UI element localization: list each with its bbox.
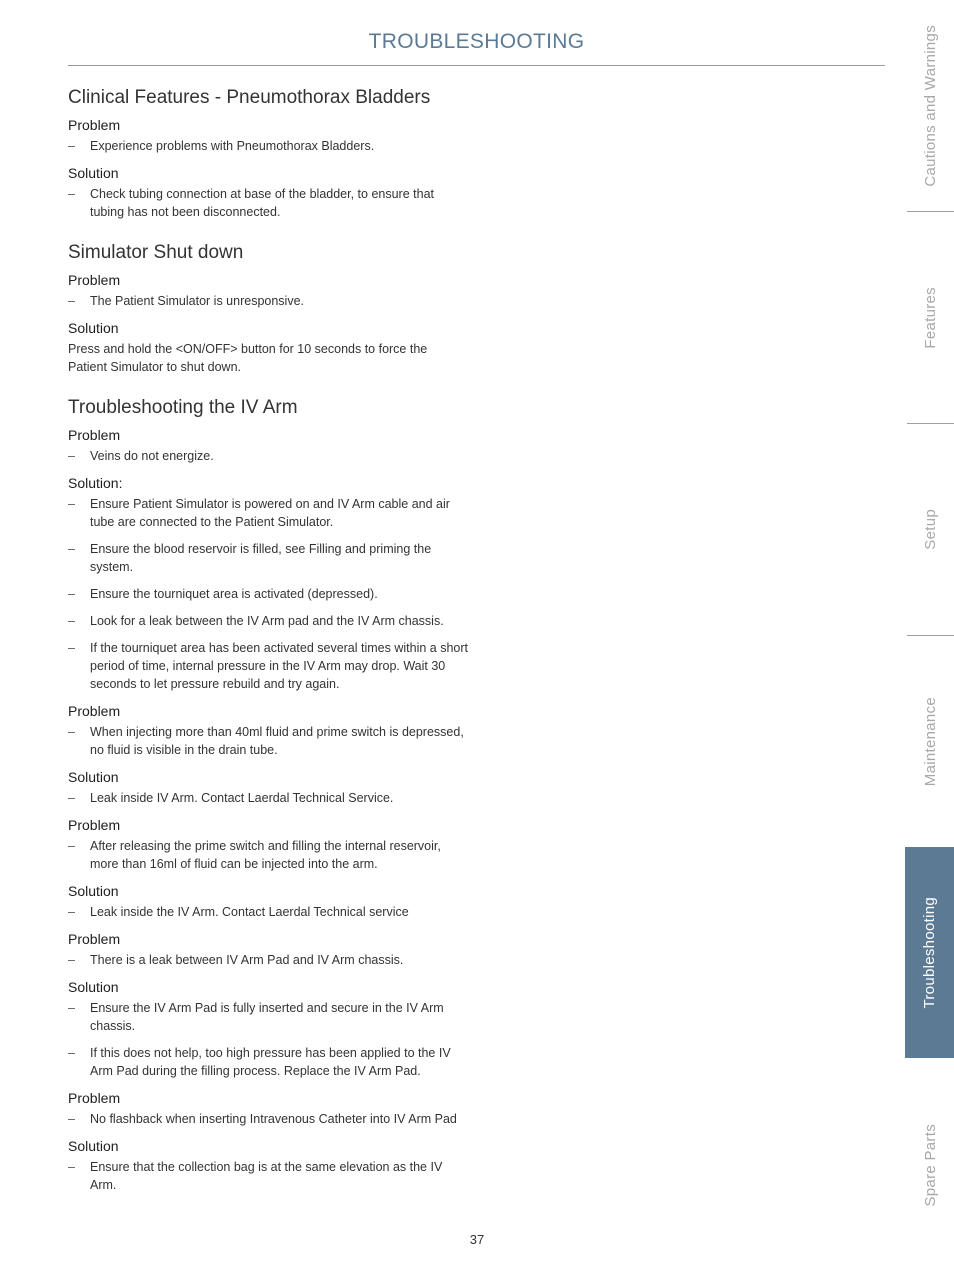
section-heading: Troubleshooting the IV Arm (68, 397, 298, 418)
dash-bullet-icon: – (68, 587, 75, 601)
side-tab-setup[interactable] (907, 424, 954, 635)
dash-bullet-icon: – (68, 905, 75, 919)
dash-bullet-icon: – (68, 839, 75, 853)
solution-paragraph: Press and hold the <ON/OFF> button for 10 seconds to force the Patient Simulator to shut down. (68, 342, 428, 374)
dash-bullet-icon: – (68, 725, 75, 739)
list-item: – Ensure that the collection bag is at the same elevation as the IV Arm. (68, 1160, 443, 1192)
problem-label: Problem (68, 117, 121, 133)
problem-label: Problem (68, 931, 121, 947)
dash-bullet-icon: – (68, 1160, 75, 1174)
list-item: – Veins do not energize. (68, 449, 214, 463)
section-simulator-shutdown (68, 241, 468, 376)
list-item: – If this does not help, too high pressure has been applied to the IV Arm Pad during the filling process. Replace the IV Arm Pad. (68, 1046, 451, 1078)
page-title: TROUBLESHOOTING (368, 30, 585, 53)
problem-label: Problem (68, 817, 121, 833)
dash-bullet-icon: – (68, 953, 75, 967)
section-iv-arm (68, 396, 468, 1194)
list-item: – Look for a leak between the IV Arm pad and the IV Arm chassis. (68, 614, 444, 628)
list-item: – Ensure the blood reservoir is filled, see Filling and priming the system. (68, 542, 432, 574)
main-content (68, 86, 468, 1214)
dash-bullet-icon: – (68, 497, 75, 511)
problem-label: Problem (68, 427, 121, 443)
list-item: – Leak inside IV Arm. Contact Laerdal Technical Service. (68, 791, 394, 805)
list-item: – Ensure the IV Arm Pad is fully inserted and secure in the IV Arm chassis. (68, 1001, 444, 1033)
dash-bullet-icon: – (68, 614, 75, 628)
solution-label: Solution (68, 320, 119, 336)
solution-label: Solution (68, 979, 119, 995)
solution-label: Solution (68, 1138, 119, 1154)
section-heading: Simulator Shut down (68, 242, 244, 263)
solution-label: Solution (68, 769, 119, 785)
solution-label: Solution: (68, 475, 123, 491)
list-item: – Leak inside the IV Arm. Contact Laerdal Technical service (68, 905, 409, 919)
side-tab-label: Maintenance (922, 696, 939, 787)
section-heading: Clinical Features - Pneumothorax Bladders (68, 87, 431, 108)
side-tab-label: Troubleshooting (921, 896, 938, 1009)
dash-bullet-icon: – (68, 1112, 75, 1126)
list-item: – If the tourniquet area has been activated several times within a short period of time, internal pressure in the IV Arm may drop. Wait 30 seconds to let pressure rebuild and try again. (68, 641, 468, 691)
list-item: – There is a leak between IV Arm Pad and IV Arm chassis. (68, 953, 404, 967)
dash-bullet-icon: – (68, 294, 75, 308)
dash-bullet-icon: – (68, 187, 75, 201)
section-pneumothorax (68, 86, 468, 221)
side-tab-cautions-and-warnings[interactable] (907, 0, 954, 211)
dash-bullet-icon: – (68, 641, 75, 655)
problem-label: Problem (68, 272, 121, 288)
problem-label: Problem (68, 1090, 121, 1106)
list-item: – When injecting more than 40ml fluid and prime switch is depressed, no fluid is visible in the drain tube. (68, 725, 464, 757)
list-item: – After releasing the prime switch and filling the internal reservoir, more than 16ml of fluid can be injected into the arm. (68, 839, 441, 871)
list-item: – The Patient Simulator is unresponsive. (68, 294, 304, 308)
dash-bullet-icon: – (68, 542, 75, 556)
dash-bullet-icon: – (68, 1046, 75, 1060)
solution-label: Solution (68, 883, 119, 899)
title-divider (68, 65, 885, 66)
dash-bullet-icon: – (68, 449, 75, 463)
page-number: 37 (469, 1232, 485, 1247)
list-item: – Ensure the tourniquet area is activated (depressed). (68, 587, 378, 601)
dash-bullet-icon: – (68, 139, 75, 153)
side-tab-maintenance[interactable] (907, 636, 954, 847)
dash-bullet-icon: – (68, 791, 75, 805)
side-tab-troubleshooting[interactable] (905, 847, 954, 1058)
list-item: – Experience problems with Pneumothorax Bladders. (68, 139, 375, 153)
dash-bullet-icon: – (68, 1001, 75, 1015)
side-tab-features[interactable] (907, 212, 954, 423)
problem-label: Problem (68, 703, 121, 719)
list-item: – Check tubing connection at base of the bladder, to ensure that tubing has not been disconnected. (68, 187, 434, 219)
list-item: – Ensure Patient Simulator is powered on and IV Arm cable and air tube are connected to the Patient Simulator. (68, 497, 450, 529)
side-tab-label: Features (922, 286, 939, 349)
list-item: – No flashback when inserting Intravenous Catheter into IV Arm Pad (68, 1112, 457, 1126)
side-tab-label: Spare Parts (922, 1124, 939, 1207)
solution-label: Solution (68, 165, 119, 181)
side-tab-label: Cautions and Warnings (922, 24, 939, 187)
side-tab-label: Setup (922, 509, 939, 550)
